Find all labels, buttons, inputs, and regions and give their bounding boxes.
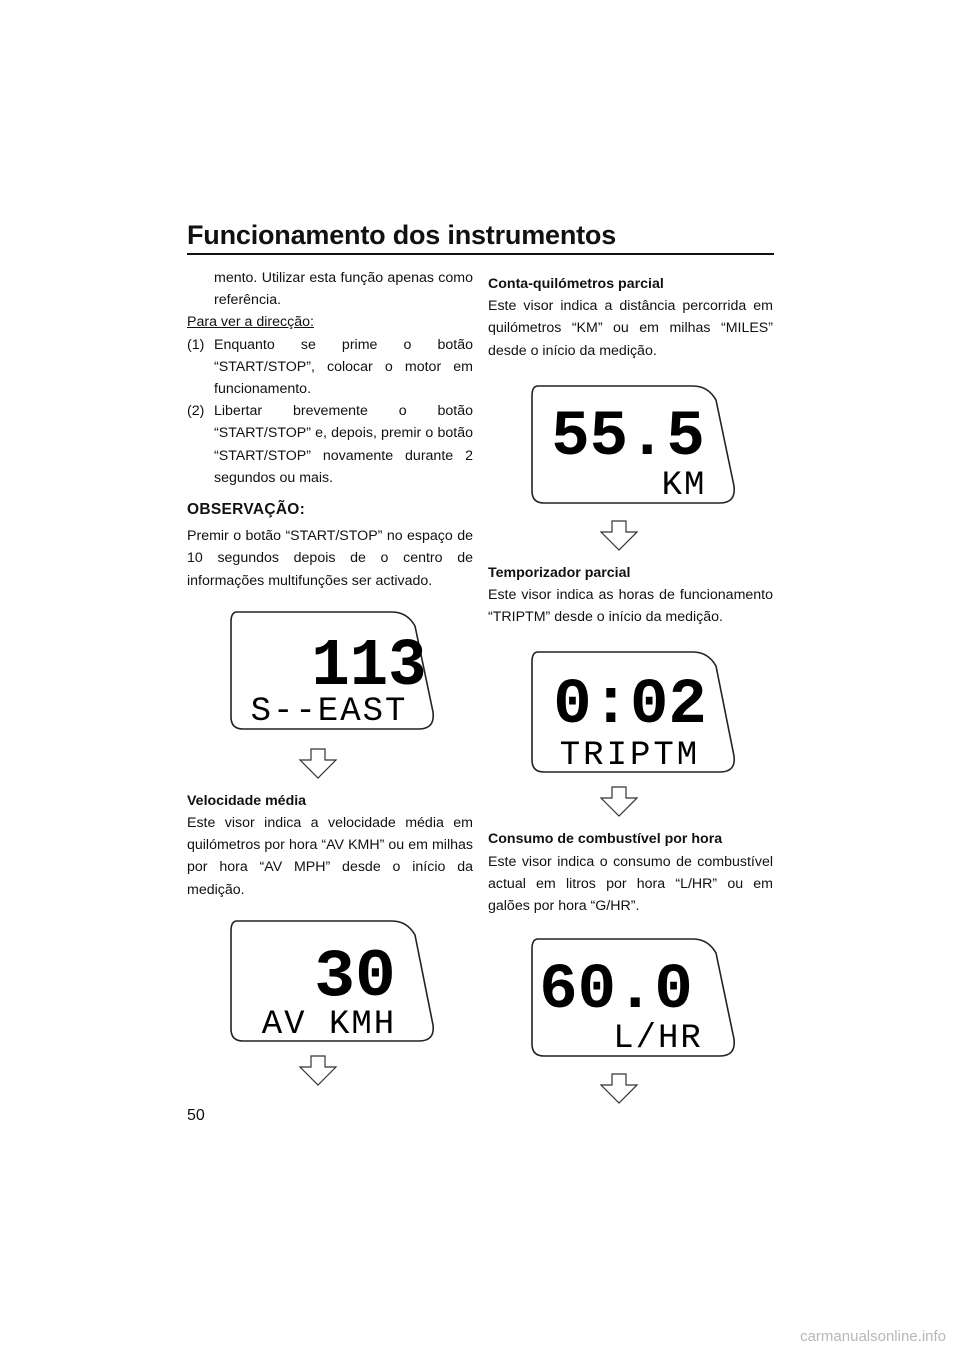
avg-speed-text: Este visor indica a velocidade média em quilómetros por hora “AV KMH” ou em milhas por hora “AV MPH” desde o início da medição. xyxy=(187,815,473,898)
trip-text: Este visor indica a distância percorrida em quilómetros “KM” ou em milhas “MILES” desde o início da medição. xyxy=(488,298,773,359)
down-arrow-icon xyxy=(488,518,773,554)
right-column xyxy=(488,267,773,1107)
fuel-text: Este visor indica o consumo de combustível actual em litros por hora “L/HR” ou em galões por hora “G/HR”. xyxy=(488,853,773,915)
title-rule xyxy=(187,253,774,255)
down-arrow-icon xyxy=(187,1053,473,1089)
step-text: Enquanto se prime o botão “START/STOP”, colocar o motor em funcionamento. xyxy=(214,336,473,398)
fuel-heading: Consumo de combustível por hora xyxy=(488,831,723,848)
page-number: 50 xyxy=(187,1107,205,1124)
lcd-label: L/HR xyxy=(613,1020,703,1059)
down-arrow-icon xyxy=(488,1071,773,1107)
triptime-heading: Temporizador parcial xyxy=(488,564,631,581)
direction-subheading: Para ver a direcção: xyxy=(187,314,314,331)
avg-speed-heading: Velocidade média xyxy=(187,792,307,809)
lcd-value: 60.0 xyxy=(539,955,693,1028)
lcd-value: 55.5 xyxy=(551,401,705,474)
lcd-display-fuel xyxy=(488,931,773,1071)
lcd-value: 0:02 xyxy=(553,670,707,743)
lcd-value: 30 xyxy=(314,938,396,1016)
step-2 xyxy=(187,400,473,489)
lcd-display-triptime xyxy=(488,644,773,784)
lcd-label: AV KMH xyxy=(261,1005,397,1044)
left-column xyxy=(187,267,473,1089)
triptime-text: Este visor indica as horas de funcionamento “TRIPTM” desde o início da medição. xyxy=(488,587,773,626)
intro-text: mento. Utilizar esta função apenas como referência. xyxy=(214,270,473,309)
note-text: Premir o botão “START/STOP” no espaço de 10 segundos depois de o centro de informações multifunções ser activado. xyxy=(187,528,473,589)
lcd-display-trip xyxy=(488,378,773,518)
down-arrow-icon xyxy=(187,746,473,782)
lcd-label: TRIPTM xyxy=(559,737,701,776)
step-text: Libertar brevemente o botão “START/STOP” e, depois, premir o botão “START/STOP” novamente durante 2 segundos ou mais. xyxy=(214,403,473,486)
lcd-display-avg-speed xyxy=(187,913,473,1053)
step-number: (1) xyxy=(187,336,205,353)
step-1 xyxy=(187,334,473,401)
trip-heading: Conta-quilómetros parcial xyxy=(488,276,664,292)
step-number: (2) xyxy=(187,403,205,420)
note-heading: OBSERVAÇÃO: xyxy=(187,501,306,519)
lcd-display-direction xyxy=(187,604,473,746)
lcd-label: S--EAST xyxy=(250,692,408,731)
lcd-label: KM xyxy=(661,466,707,505)
down-arrow-icon xyxy=(488,784,773,820)
footer-watermark: carmanualsonline.info xyxy=(800,1328,946,1345)
page-title: Funcionamento dos instrumentos xyxy=(187,220,617,250)
lcd-value: 113 xyxy=(311,627,427,705)
